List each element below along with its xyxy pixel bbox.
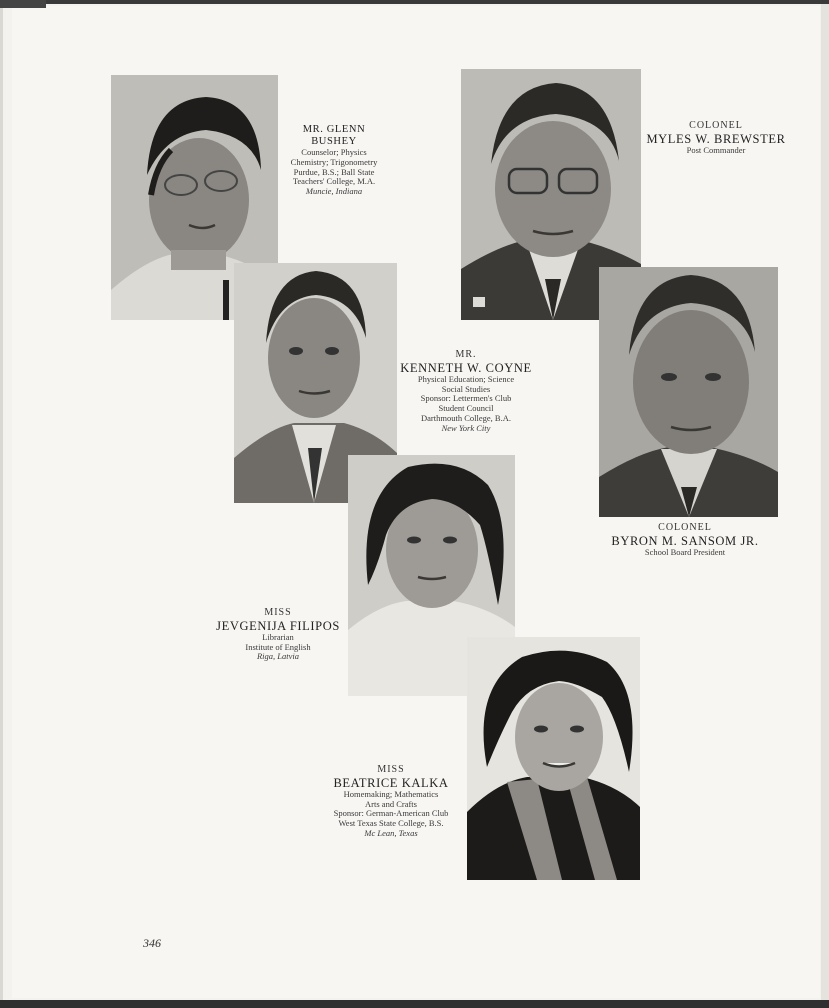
caption-byron-sansom [606,522,764,558]
scan-edge-right [821,0,829,1008]
hometown: Mc Lean, Texas [364,827,418,838]
caption-line: Arts and Crafts [365,798,417,809]
scan-edge-top [0,0,829,4]
caption-line: Homemaking; Mathematics [343,788,439,799]
teacher-name: BEATRICE KALKA [333,775,449,790]
honorific: MISS [264,607,292,618]
hometown: New York City [441,422,491,433]
caption-line: School Board President [644,546,726,557]
caption-jevgenija-filipos [210,607,346,662]
caption-line: Student Council [438,403,494,414]
scan-corner-mark [0,0,46,8]
caption-line: Librarian [262,631,294,642]
caption-line: Post Commander [686,144,746,155]
caption-glenn-bushey [280,124,388,197]
scan-edge-bottom [0,1000,829,1008]
caption-line: Sponsor: German-American Club [333,808,449,819]
scan-edge-left [0,0,3,1008]
caption-line: Darthmouth College, B.A. [421,412,511,423]
portrait-beatrice-kalka [467,637,640,880]
honorific: COLONEL [658,522,712,533]
page-number: 346 [143,936,161,950]
caption-line: Counselor; Physics [301,147,367,158]
teacher-name: MR. GLENN BUSHEY [302,124,366,148]
honorific: MISS [377,764,405,775]
caption-line: Teachers' College, M.A. [292,176,376,187]
portrait-byron-sansom [599,267,778,517]
honorific: COLONEL [689,120,743,131]
teacher-name: BYRON M. SANSOM JR. [611,533,759,548]
teacher-name: MYLES W. BREWSTER [646,131,786,146]
caption-line: Social Studies [441,383,491,394]
caption-line: West Texas State College, B.S. [338,818,444,829]
hometown: Riga, Latvia [256,651,300,662]
caption-line: Purdue, B.S.; Ball State [293,166,375,177]
teacher-name: KENNETH W. COYNE [400,360,532,375]
caption-myles-brewster [646,120,786,156]
caption-line: Chemistry; Trigonometry [290,156,378,167]
caption-line: Institute of English [245,641,311,652]
caption-kenneth-coyne [398,349,534,433]
caption-beatrice-kalka [318,764,464,839]
hometown: Muncie, Indiana [305,186,363,197]
caption-line: Physical Education; Science [417,373,515,384]
honorific: MR. [455,349,477,360]
teacher-name: JEVGENIJA FILIPOS [216,618,340,633]
caption-line: Sponsor: Lettermen's Club [420,393,512,404]
